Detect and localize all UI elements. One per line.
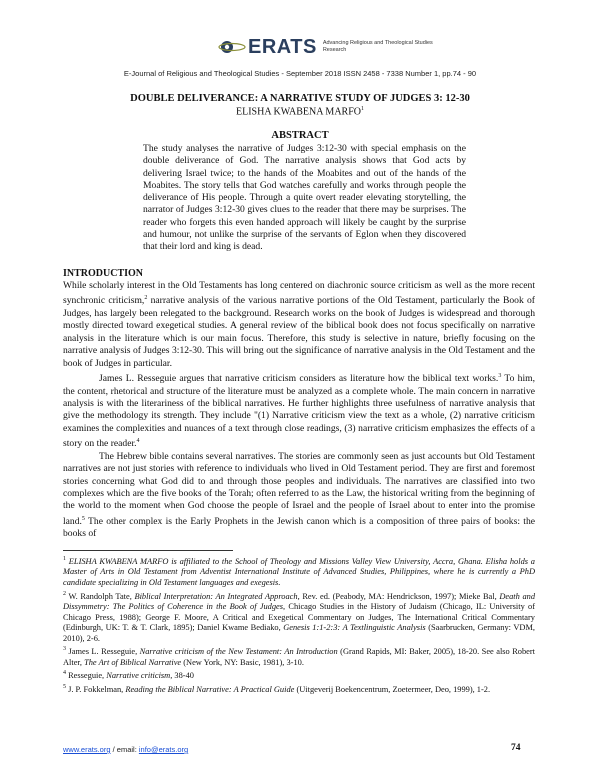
footnote-ref-2[interactable]: 2 <box>144 295 148 302</box>
footnote-2-text-b: , Rev. ed. (Peabody, MA: Hendrickson, 1997); Mieke Bal, <box>297 591 500 601</box>
introduction-heading: INTRODUCTION <box>63 268 144 279</box>
footer-contact <box>63 745 188 754</box>
footnote-3-text-c: (New York, NY: Basic, 1981), 3-10. <box>181 657 304 667</box>
footnote-4-title: Narrative criticism <box>106 671 171 681</box>
footnote-5-text-a: J. P. Fokkelman, <box>68 684 126 694</box>
author-line <box>0 106 600 117</box>
abstract-heading: ABSTRACT <box>271 130 329 141</box>
logo-wordmark: ERATS <box>248 36 317 58</box>
footnote-5 <box>63 682 535 695</box>
footnote-5-title: Reading the Biblical Narrative: A Practical Guide <box>125 684 295 694</box>
footnote-2-title-b: Death and Dissymmetry: The Politics of Coherence in the Book of Judges <box>63 591 536 611</box>
page-number: 74 <box>511 743 521 753</box>
footnote-2-number: 2 <box>63 590 66 597</box>
footnote-2-text-a: W. Randolph Tate, <box>68 591 135 601</box>
footnote-ref-4[interactable]: 4 <box>136 438 140 445</box>
paragraph-3 <box>63 451 535 541</box>
footnote-1-text: ELISHA KWABENA MARFO is affiliated to the School of Theology and Missions Valley View University, Accra, Ghana. Elisha holds a Master of Arts in Old Testament from Adventist International Institute of Advanced Studies, Philippines, where he is currently a PhD candidate specializing in Old Testament languages and exegesis. <box>63 556 535 587</box>
logo-tagline: Advancing Religious and Theological Studies Research <box>322 40 433 53</box>
footnote-2-title-a: Biblical Interpretation: An Integrated Approach <box>134 591 298 601</box>
paragraph-1-text-a: While scholarly interest in the Old Testaments has long centered on diachronic source criticism as well as the more recent synchronic criticism, <box>63 280 535 307</box>
footnote-3 <box>63 644 535 668</box>
paragraph-2-text-a: James L. Resseguie argues that narrative criticism considers as literature how the biblical text works. <box>99 373 499 385</box>
author-name: ELISHA KWABENA MARFO <box>235 106 361 118</box>
paragraph-2 <box>63 370 535 451</box>
body-text <box>63 280 535 541</box>
footnote-2-text-d: (Saarbrucken, Germany: VDM, 2010), 2-6. <box>63 623 535 643</box>
paper-title: DOUBLE DELIVERANCE: A NARRATIVE STUDY OF JUDGES 3: 12-30 <box>130 93 470 104</box>
paragraph-1 <box>63 280 535 370</box>
paragraph-3-text-a: The Hebrew bible contains several narratives. The stories are commonly seen as just accounts but Old Testament narratives are not just stories with reference to individuals who lived in Old Testament period. They are first and foremost stories concerning what God did to and through those peoples and individuals. The narratives are classified into two complexes which are the five books of the Torah; often referred to as the Law, the historical writing from the beginning of the world to the moment when God choose the people of Israel and the people of Israel about to enter into the promise land. <box>63 450 535 528</box>
footnote-3-title-a: Narrative criticism of the New Testament: An Introduction <box>139 647 338 657</box>
author-footnote-ref[interactable]: 1 <box>361 106 364 112</box>
footnote-4-text-b: , 38-40 <box>170 671 194 681</box>
footnote-3-text-a: James L. Resseguie, <box>68 647 140 657</box>
footnote-5-number: 5 <box>63 683 66 690</box>
footnote-1-number: 1 <box>63 556 66 562</box>
footer-separator: / email: <box>110 745 139 754</box>
footnote-4 <box>63 668 535 681</box>
footnote-1 <box>63 554 535 589</box>
paragraph-2-text-b: To him, the content, rhetorical and structure of the literature must be analyzed as a complete whole. The main concern in narrative analysis is with the literariness of the biblical narratives. He further highlights three usefulness of narrative analysis that give the methodology its strength. They include "(1) Narrative criticism view the text as a whole, (2) narrative criticism examines the complexities and nuances of a text through close readings, (3) narrative criticism emphasizes the effects of a story on the reader. <box>63 373 535 450</box>
footnote-ref-3[interactable]: 3 <box>498 373 502 380</box>
erats-logo <box>218 36 433 58</box>
journal-header: E-Journal of Religious and Theological Studies - September 2018 ISSN 2458 - 7338 Number 1, pp.74 - 90 <box>123 69 477 78</box>
footnote-2-title-c: Genesis 1:1-2:3: A Textlinguistic Analysis <box>283 623 426 633</box>
footnote-2 <box>63 589 535 645</box>
footnote-2-text-c: , Chicago Studies in the History of Judaism (Chicago, IL: University of Chicago Press, 1988); George F. Moore, A Critical and Exegetical Commentary on Judges, The International Critical Commentary (Edinburgh, UK: T. & T. Clark, 1895); Daniel Kwame Bediako, <box>63 601 535 633</box>
footnotes <box>63 554 535 695</box>
footnote-4-text-a: Resseguie, <box>68 671 107 681</box>
email-link[interactable]: info@erats.org <box>138 745 189 754</box>
website-link[interactable]: www.erats.org <box>63 745 111 754</box>
paragraph-1-text-b: narrative analysis of the various narrative portions of the Old Testament, particularly the Book of Judges, has largely been relegated to the background. Research works on the book of Judges is widespread and thorough mostly directed toward exegetical studies. A general review of the biblical book does not focus specifically on narrative analysis in the literature which is our main focus. Therefore, this study is selective in nature, briefly focusing on the narrative analysis of Judges 3:12-30. This will bring out the significance of narrative analysis in the Old Testament and the book of Judges in particular. <box>63 295 535 369</box>
footnote-4-number: 4 <box>63 670 66 677</box>
abstract-text: The study analyses the narrative of Judges 3:12-30 with special emphasis on the double deliverance of God. The narrative analysis shows that God acts by delivering Israel twice; to the hands of the Moabites and out of the hands of the Moabites. The story tells that God watches carefully and works through people the deliverance of His people. Through a quite overt reader elevating storytelling, the narrator of Judges 3:12-30 gives clues to the reader that there may be surprises. The reader who forgets this even handed approach will likely be caught by the surprise and humour, not unlike the surprise of the servants of Eglon when they discovered that their lord and king is dead. <box>143 143 466 253</box>
footnote-3-number: 3 <box>63 646 66 653</box>
footnote-3-title-b: The Art of Biblical Narrative <box>84 657 182 667</box>
footnote-divider <box>63 550 233 551</box>
footnote-ref-5[interactable]: 5 <box>81 515 85 522</box>
footnote-3-text-b: (Grand Rapids, MI: Baker, 2005), 18-20. See also Robert Alter, <box>63 647 536 667</box>
footnote-5-text-b: (Uitgeverij Boekencentrum, Zoetermeer, Deo, 1999), 1-2. <box>294 684 491 694</box>
erats-logo-icon <box>218 39 246 55</box>
paragraph-3-text-b: The other complex is the Early Prophets in the Jewish canon which is a composition of three pairs of books: the books of <box>63 516 535 540</box>
